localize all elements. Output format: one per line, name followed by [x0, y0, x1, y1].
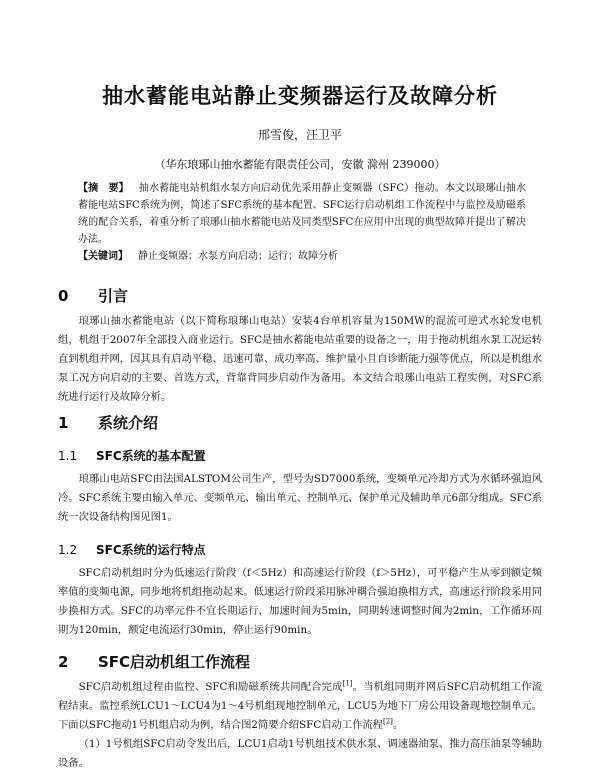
paragraph-text: 。	[392, 719, 404, 731]
authors: 邢雪俊，汪卫平	[257, 128, 342, 142]
section-title: SFC启动机组工作流程	[98, 653, 251, 671]
paragraph-text: 。当机组同期并网后SFC启动机组工作流程结束。监控系统LCU1～LCU4为1～4号机组现地控制单元，LCU5为地下厂房公用设备现地控制单元。下面以SFC拖动1号机组启动为例，结合图2简要介绍SFC启动工作流程	[58, 681, 543, 731]
section-2-paragraph-2: （1）1号机组SFC启动令发出后，LCU1启动1号机组技术供水泵、调速器油泵、推力高压油泵等辅助设备。	[58, 738, 542, 769]
section-2-heading	[58, 651, 250, 672]
section-1-2-heading	[58, 541, 206, 558]
section-1-heading	[58, 412, 158, 433]
section-1-1-paragraph: 琅琊山电站SFC由法国ALSTOM公司生产，型号为SD7000系统，变频单元冷却方式为水循环强迫风冷。SFC系统主要由输入单元、变频单元、输出单元、控制单元、保护单元及辅助单元6部分组成。SFC系统一次设备结构图见图1。	[58, 473, 542, 523]
subsection-title: SFC系统的运行特点	[96, 543, 206, 557]
affiliation: （华东琅琊山抽水蓄能有限责任公司，安徽 滁州 239000）	[154, 158, 446, 171]
section-1-1-heading	[58, 447, 206, 464]
abstract-label: 【摘 要】	[78, 183, 129, 194]
paper-title: 抽水蓄能电站静止变频器运行及故障分析	[102, 84, 498, 108]
subsection-number: 1.1	[58, 449, 78, 463]
section-number: 1	[58, 414, 69, 432]
section-1-2-paragraph: SFC启动机组时分为低速运行阶段（f＜5Hz）和高速运行阶段（f＞5Hz），可平稳产生从零到额定频率值的变频电源，同步地将机组拖动起来。低速运行阶段采用脉冲耦合强迫换相方式，高速运行阶段采用同步换相方式。SFC的功率元件不宜长期运行，加速时间为5min，同期转速调整时间为2min，工作循环周期为120min，额定电流运行30min，停止运行90min。	[58, 567, 542, 636]
section-title: 引言	[98, 287, 129, 305]
paragraph-text: SFC启动机组过程由监控、SFC和励磁系统共同配合完成	[78, 681, 343, 693]
section-number: 0	[58, 287, 69, 305]
keywords	[78, 248, 526, 265]
section-0-heading	[58, 285, 128, 306]
keywords-text: 静止变频器；水泵方向启动；运行；故障分析	[138, 251, 338, 262]
section-title: 系统介绍	[98, 414, 159, 432]
keywords-label: 【关键词】	[78, 251, 128, 262]
subsection-title: SFC系统的基本配置	[96, 449, 206, 463]
subsection-number: 1.2	[58, 543, 78, 557]
section-number: 2	[58, 653, 69, 671]
reference-marker: [2]	[382, 717, 393, 726]
section-0-paragraph: 琅琊山抽水蓄能电站（以下简称琅琊山电站）安装4台单机容量为150MW的混流可逆式水轮发电机组，机组于2007年全部投入商业运行。SFC是抽水蓄能电站重要的设备之一，用于拖动机组水泵工况运转直到机组并网，因其具有启动平稳、迅速可靠、成功率高、维护量小且自诊断能力强等优点，所以是机组水泵工况方向启动的主要、首选方式，背靠背同步启动作为备用。本文结合琅琊山电站工程实例，对SFC系统进行运行及故障分析。	[58, 315, 542, 403]
abstract	[78, 180, 526, 248]
abstract-text: 抽水蓄能电站机组水泵方向启动优先采用静止变频器（SFC）拖动。本文以琅琊山抽水蓄能电站SFC系统为例，简述了SFC系统的基本配置、SFC运行启动机组工作流程中与监控及励磁系统的配合关系，着重分析了琅琊山抽水蓄能电站及同类型SFC在应用中出现的典型故障并提出了解决办法。	[78, 183, 527, 245]
reference-marker: [1]	[342, 679, 353, 688]
section-2-paragraph-1	[58, 678, 542, 735]
